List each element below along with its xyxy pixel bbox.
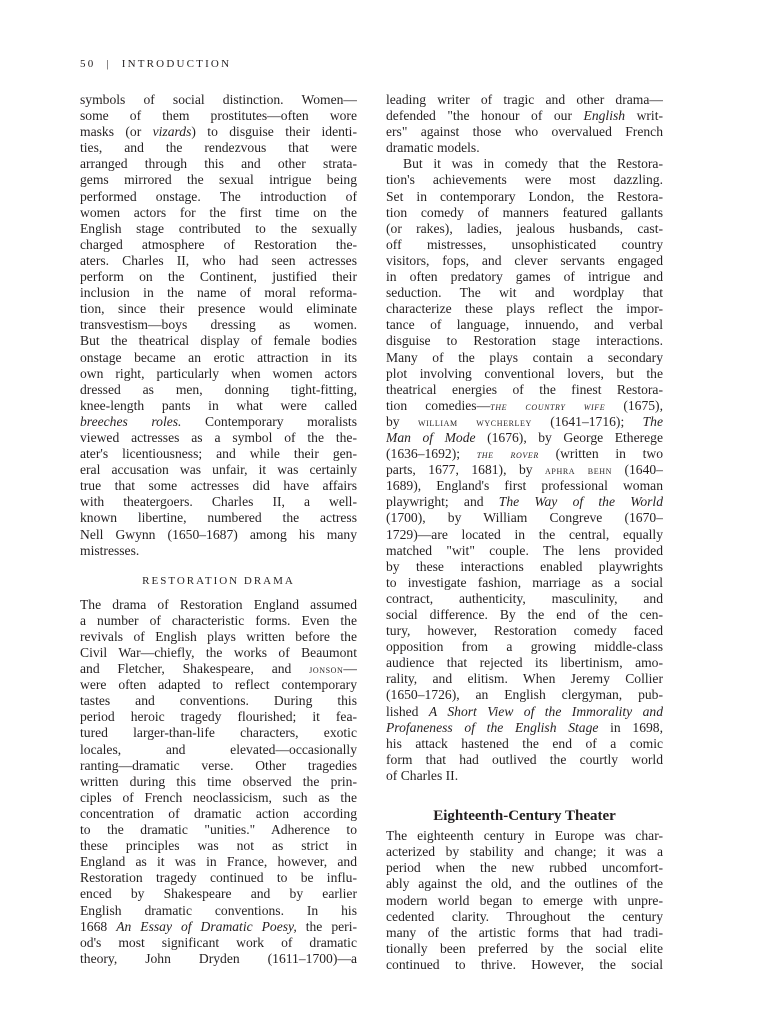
text-line: tion comedy of manners featured gallants	[386, 204, 663, 220]
text-line: (1636–1692); the rover (written in two	[386, 446, 663, 462]
text-line: visitors, fops, and clever servants engaged	[386, 252, 663, 268]
text-line: Civil War—chiefly, the works of Beaumont	[80, 645, 357, 660]
text-line: Nell Gwynn (1650–1687) among his many	[80, 526, 357, 542]
left-column	[80, 92, 357, 967]
text-line: breeches roles. Contemporary moralists	[80, 413, 357, 429]
text-line: tion's achievements were most dazzling.	[386, 172, 663, 188]
text-line: by these interactions enabled playwrights	[386, 558, 663, 574]
text-line: Many of the plays contain a secondary	[386, 349, 663, 365]
text-line: with theatergoers. Charles II, a well-	[80, 494, 357, 510]
text-line: knee-length pants in what were called	[80, 397, 357, 413]
text-line: enced by Shakespeare and by earlier	[80, 886, 357, 902]
section-title: INTRODUCTION	[121, 58, 232, 70]
eighteenth-century-paragraph	[386, 828, 663, 973]
text-line: off mistresses, unsophisticated country	[386, 236, 663, 252]
text-line: ciples of French neoclassicism, such as the	[80, 789, 357, 805]
text-line: many of the artistic forms that had tradi-	[386, 924, 663, 940]
text-line: revivals of English plays written before the	[80, 628, 357, 644]
text-line: (1650–1726), an English clergyman, pub-	[386, 687, 663, 703]
text-line: of Charles II.	[386, 767, 459, 783]
text-line: women actors for the first time on the	[80, 204, 357, 220]
text-line: performed onstage. The introduction of	[80, 188, 357, 204]
text-line: in often predatory games of intrigue and	[386, 269, 663, 285]
text-line: 1689), England's first professional woman	[386, 478, 663, 494]
text-line: But the theatrical display of female bodies	[80, 333, 357, 349]
right-column	[386, 92, 663, 973]
text-line: audience that rejected its libertinism, amo-	[386, 655, 663, 671]
text-line: opposition from a growing middle-class	[386, 639, 663, 655]
text-line: tastes and conventions. During this	[80, 693, 357, 709]
header-separator: |	[106, 58, 111, 70]
text-line: Restoration tragedy continued to be influ-	[80, 870, 357, 886]
text-line: eral accusation was unfair, it was certainly	[80, 462, 357, 478]
text-line: parts, 1677, 1681), by aphra behn (1640–	[386, 462, 663, 478]
text-line: his attack hastened the end of a comic	[386, 735, 663, 751]
text-line: od's most significant work of dramatic	[80, 934, 357, 950]
text-line: onstage became an erotic attraction in its	[80, 349, 357, 365]
text-line: Man of Mode (1676), by George Etherege	[386, 429, 663, 445]
text-line: leading writer of tragic and other drama—	[386, 92, 663, 107]
page-number: 50	[80, 58, 96, 70]
text-line: and Fletcher, Shakespeare, and jonson—	[80, 661, 357, 677]
text-line: playwright; and The Way of the World	[386, 494, 663, 510]
text-line: to investigate fashion, marriage as a social	[386, 574, 663, 590]
restoration-paragraph	[80, 92, 357, 559]
text-line: to the dramatic "unities." Adherence to	[80, 822, 357, 838]
text-line: Profaneness of the English Stage in 1698,	[386, 719, 663, 735]
text-line: viewed actresses as a symbol of the the-	[80, 429, 357, 445]
text-line: some of them prostitutes—often wore	[80, 108, 357, 124]
restoration-drama-paragraph	[80, 597, 357, 967]
text-line: dressed as men, donning tight-fitting,	[80, 381, 357, 397]
text-line: characterize these plays reflect the impor-	[386, 301, 663, 317]
text-line: English stage contributed to the sexually	[80, 220, 357, 236]
text-line: form that had outlived the courtly world	[386, 751, 663, 767]
text-line: (or rakes), ladies, jealous husbands, cast-	[386, 220, 663, 236]
text-line: were often adapted to reflect contemporary	[80, 677, 357, 693]
text-line: rality, and elitism. When Jeremy Collier	[386, 671, 663, 687]
comedy-paragraph	[386, 156, 663, 784]
text-line: concentration of dramatic action according	[80, 805, 357, 821]
text-line: known libertine, numbered the actress	[80, 510, 357, 526]
text-line: tion, since their presence would eliminate	[80, 301, 357, 317]
text-line: arranged through this and other strata-	[80, 156, 357, 172]
text-line: tionally been preferred by the social elite	[386, 940, 663, 956]
dryden-paragraph-end	[386, 92, 663, 156]
text-line: these principles was not as strict in	[80, 838, 357, 854]
text-line: ably against the old, and the outlines of the	[386, 876, 663, 892]
text-line: masks (or vizards) to disguise their identi-	[80, 124, 357, 140]
text-line: own right, particularly when women actors	[80, 365, 357, 381]
text-line: theory, John Dryden (1611–1700)—a	[80, 950, 357, 966]
text-line: tured larger-than-life characters, exotic	[80, 725, 357, 741]
section-subheading: RESTORATION DRAMA	[142, 574, 295, 587]
text-line: ranting—dramatic verse. Other tragedies	[80, 757, 357, 773]
text-line: matched "wit" couple. The lens provided	[386, 542, 663, 558]
text-line: contract, authenticity, masculinity, and	[386, 590, 663, 606]
text-line: gems mirrored the sexual intrigue being	[80, 172, 357, 188]
text-line: acterized by stability and change; it was a	[386, 844, 663, 860]
text-line: tury, however, Restoration comedy faced	[386, 623, 663, 639]
text-line: The drama of Restoration England assumed	[80, 596, 357, 612]
text-line: period when the new rubbed uncomfort-	[386, 860, 663, 876]
text-line: 1729)—are located in the central, equally	[386, 526, 663, 542]
text-line: transvestism—boys dressing as women.	[80, 317, 357, 333]
text-line: inclusion in the name of moral reforma-	[80, 285, 357, 301]
text-line: tance of language, innuendo, and verbal	[386, 317, 663, 333]
text-line: 1668 An Essay of Dramatic Poesy, the peri-	[80, 918, 357, 934]
text-line: dramatic models.	[386, 140, 480, 156]
text-line: Set in contemporary London, the Restora-	[386, 188, 663, 204]
text-line: ers" against those who overvalued French	[386, 124, 663, 140]
text-line: plot involving conventional lovers, but the	[386, 365, 663, 381]
text-line: theatrical energies of the finest Restora-	[386, 381, 663, 397]
running-head	[80, 58, 231, 70]
text-line: lished A Short View of the Immorality and	[386, 703, 663, 719]
text-line: England as it was in France, however, and	[80, 854, 357, 870]
eighteenth-century-heading: Eighteenth-Century Theater	[433, 808, 616, 825]
text-line: ties, and the rendezvous that were	[80, 140, 357, 156]
text-line: locales, and elevated—occasionally	[80, 741, 357, 757]
text-line: charged atmosphere of Restoration the-	[80, 236, 357, 252]
text-line: ater's licentiousness; and while their gen-	[80, 446, 357, 462]
text-line: But it was in comedy that the Restora-	[403, 156, 663, 172]
text-line: true that some actresses did have affairs	[80, 478, 357, 494]
text-line: a number of characteristic forms. Even the	[80, 612, 357, 628]
text-line: The eighteenth century in Europe was char-	[386, 828, 663, 844]
text-line: disguise to Restoration stage interactions.	[386, 333, 663, 349]
text-line: cedented clarity. Throughout the century	[386, 908, 663, 924]
text-line: (1700), by William Congreve (1670–	[386, 510, 663, 526]
text-line: symbols of social distinction. Women—	[80, 92, 357, 107]
text-line: seduction. The wit and wordplay that	[386, 285, 663, 301]
text-line: mistresses.	[80, 542, 140, 558]
text-line: English dramatic conventions. In his	[80, 902, 357, 918]
text-line: tion comedies—the country wife (1675),	[386, 397, 663, 413]
text-line: perform on the Continent, justified their	[80, 269, 357, 285]
text-line: aters. Charles II, who had seen actresses	[80, 252, 357, 268]
text-line: continued to thrive. However, the social	[386, 956, 663, 972]
text-line: social difference. By the end of the cen-	[386, 607, 663, 622]
text-line: written during this time observed the prin-	[80, 773, 357, 789]
text-line: by william wycherley (1641–1716); The	[386, 413, 663, 429]
text-line: period heroic tragedy flourished; it fea-	[80, 709, 357, 725]
text-line: modern world began to emerge with unpre-	[386, 892, 663, 908]
text-line: defended "the honour of our English writ-	[386, 108, 663, 124]
